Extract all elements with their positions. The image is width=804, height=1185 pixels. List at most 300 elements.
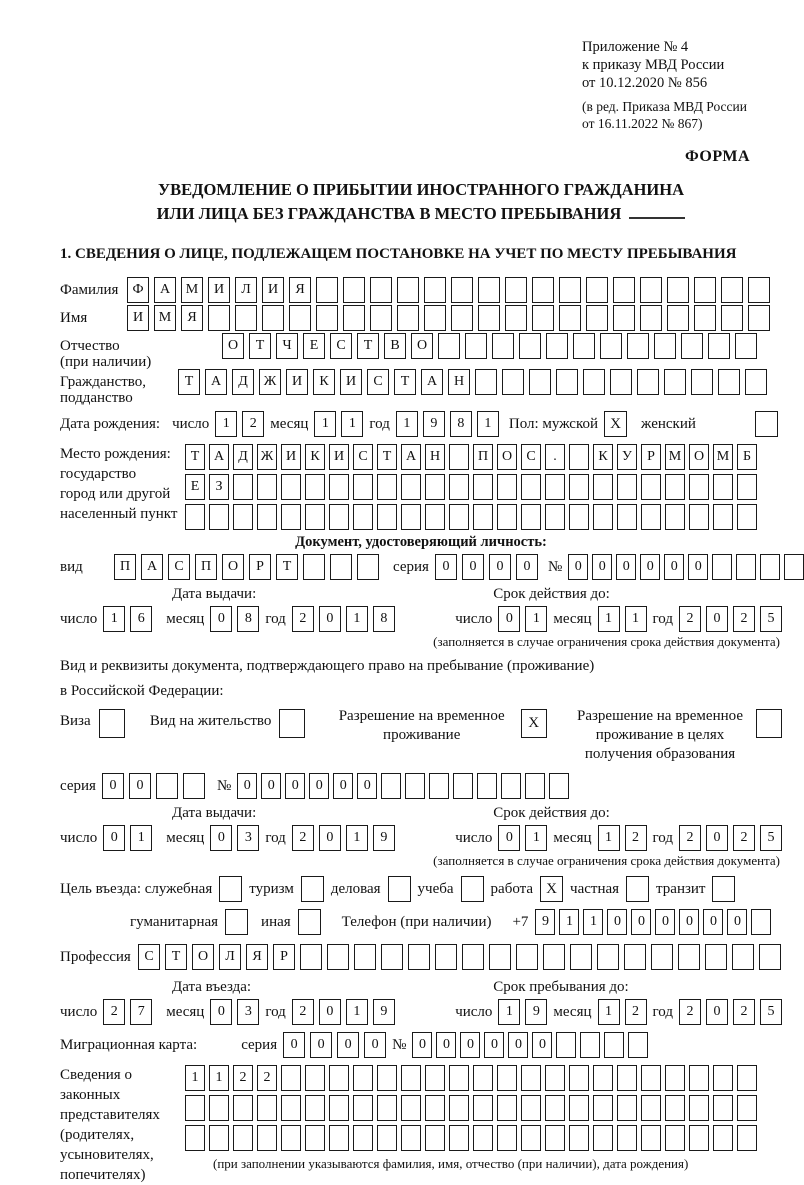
char-cell[interactable]: О	[689, 444, 709, 470]
char-cell[interactable]	[235, 305, 257, 331]
char-cell[interactable]	[569, 504, 589, 530]
citizenship-boxes[interactable]	[178, 369, 767, 395]
char-cell[interactable]	[543, 944, 565, 970]
char-cell[interactable]: 1	[103, 606, 125, 632]
char-cell[interactable]	[559, 277, 581, 303]
char-cell[interactable]	[665, 1095, 685, 1121]
char-cell[interactable]	[303, 554, 325, 580]
char-cell[interactable]: И	[127, 305, 149, 331]
char-cell[interactable]: С	[521, 444, 541, 470]
char-cell[interactable]	[449, 444, 469, 470]
char-cell[interactable]	[497, 1065, 517, 1091]
char-cell[interactable]: Я	[289, 277, 311, 303]
char-cell[interactable]: 2	[679, 999, 701, 1025]
char-cell[interactable]: 5	[760, 825, 782, 851]
char-cell[interactable]: 0	[516, 554, 538, 580]
char-cell[interactable]	[305, 1125, 325, 1151]
identity-expiry-month-cells[interactable]	[598, 606, 647, 632]
char-cell[interactable]: 0	[364, 1032, 386, 1058]
purpose-transit-checkbox[interactable]	[712, 876, 735, 902]
char-cell[interactable]	[425, 474, 445, 500]
char-cell[interactable]	[425, 1095, 445, 1121]
char-cell[interactable]: 0	[237, 773, 257, 799]
char-cell[interactable]: 1	[525, 825, 547, 851]
char-cell[interactable]	[545, 504, 565, 530]
char-cell[interactable]: 1	[346, 999, 368, 1025]
char-cell[interactable]	[465, 333, 487, 359]
char-cell[interactable]	[627, 333, 649, 359]
char-cell[interactable]: Л	[219, 944, 241, 970]
char-cell[interactable]: 2	[733, 606, 755, 632]
char-cell[interactable]: 0	[655, 909, 675, 935]
char-cell[interactable]	[377, 504, 397, 530]
profession-cells[interactable]	[138, 944, 781, 970]
char-cell[interactable]	[473, 474, 493, 500]
char-cell[interactable]	[664, 369, 686, 395]
char-cell[interactable]: Д	[233, 444, 253, 470]
char-cell[interactable]	[745, 369, 767, 395]
char-cell[interactable]	[521, 1065, 541, 1091]
char-cell[interactable]: Т	[165, 944, 187, 970]
char-cell[interactable]	[617, 1065, 637, 1091]
char-cell[interactable]: 0	[283, 1032, 305, 1058]
sex-female-checkbox[interactable]	[755, 411, 778, 437]
char-cell[interactable]: Т	[394, 369, 416, 395]
char-cell[interactable]: Р	[273, 944, 295, 970]
char-cell[interactable]: 1	[598, 606, 620, 632]
char-cell[interactable]: В	[384, 333, 406, 359]
char-cell[interactable]	[613, 277, 635, 303]
char-cell[interactable]	[449, 1125, 469, 1151]
char-cell[interactable]	[489, 944, 511, 970]
stay-doc-number-cells[interactable]	[237, 773, 569, 799]
char-cell[interactable]: Е	[185, 474, 205, 500]
char-cell[interactable]	[316, 305, 338, 331]
char-cell[interactable]: О	[411, 333, 433, 359]
char-cell[interactable]: О	[497, 444, 517, 470]
char-cell[interactable]	[497, 504, 517, 530]
char-cell[interactable]: 0	[498, 825, 520, 851]
char-cell[interactable]: 1	[314, 411, 336, 437]
char-cell[interactable]	[593, 474, 613, 500]
representatives-row-2[interactable]	[185, 1095, 757, 1121]
char-cell[interactable]: 2	[733, 825, 755, 851]
char-cell[interactable]	[473, 1065, 493, 1091]
char-cell[interactable]: 1	[598, 999, 620, 1025]
char-cell[interactable]	[667, 277, 689, 303]
char-cell[interactable]	[353, 1065, 373, 1091]
char-cell[interactable]	[694, 305, 716, 331]
char-cell[interactable]	[377, 474, 397, 500]
char-cell[interactable]	[281, 504, 301, 530]
char-cell[interactable]: Т	[249, 333, 271, 359]
char-cell[interactable]	[519, 333, 541, 359]
temp-residence-checkbox[interactable]: X	[521, 709, 547, 738]
representatives-row-3[interactable]	[185, 1125, 757, 1151]
char-cell[interactable]: А	[401, 444, 421, 470]
char-cell[interactable]: К	[305, 444, 325, 470]
char-cell[interactable]: Ж	[259, 369, 281, 395]
identity-expiry-year-cells[interactable]	[679, 606, 782, 632]
char-cell[interactable]	[424, 305, 446, 331]
char-cell[interactable]	[689, 1065, 709, 1091]
char-cell[interactable]: 2	[679, 825, 701, 851]
char-cell[interactable]: 0	[319, 606, 341, 632]
char-cell[interactable]: 2	[257, 1065, 277, 1091]
char-cell[interactable]: М	[665, 444, 685, 470]
char-cell[interactable]: 7	[130, 999, 152, 1025]
char-cell[interactable]	[281, 1095, 301, 1121]
char-cell[interactable]	[617, 1125, 637, 1151]
char-cell[interactable]: 2	[292, 825, 314, 851]
visa-checkbox[interactable]	[99, 709, 125, 738]
char-cell[interactable]: 0	[102, 773, 124, 799]
char-cell[interactable]	[401, 504, 421, 530]
char-cell[interactable]	[760, 554, 780, 580]
char-cell[interactable]: С	[138, 944, 160, 970]
char-cell[interactable]	[583, 369, 605, 395]
char-cell[interactable]	[329, 474, 349, 500]
char-cell[interactable]	[156, 773, 178, 799]
char-cell[interactable]: 1	[525, 606, 547, 632]
char-cell[interactable]	[497, 1095, 517, 1121]
char-cell[interactable]	[665, 474, 685, 500]
char-cell[interactable]	[473, 1125, 493, 1151]
char-cell[interactable]	[305, 504, 325, 530]
char-cell[interactable]: 0	[607, 909, 627, 935]
char-cell[interactable]	[405, 773, 425, 799]
char-cell[interactable]	[209, 504, 229, 530]
char-cell[interactable]: 0	[484, 1032, 504, 1058]
char-cell[interactable]: 1	[477, 411, 499, 437]
char-cell[interactable]	[305, 1095, 325, 1121]
identity-series-cells[interactable]	[435, 554, 538, 580]
char-cell[interactable]	[478, 277, 500, 303]
char-cell[interactable]	[262, 305, 284, 331]
char-cell[interactable]	[713, 1065, 733, 1091]
char-cell[interactable]: 2	[242, 411, 264, 437]
char-cell[interactable]: 1	[341, 411, 363, 437]
char-cell[interactable]: 1	[498, 999, 520, 1025]
char-cell[interactable]	[641, 1065, 661, 1091]
char-cell[interactable]: И	[286, 369, 308, 395]
char-cell[interactable]	[370, 305, 392, 331]
char-cell[interactable]	[667, 305, 689, 331]
stay-doc-series-cells[interactable]	[102, 773, 205, 799]
char-cell[interactable]	[532, 305, 554, 331]
char-cell[interactable]	[281, 1065, 301, 1091]
char-cell[interactable]: 0	[333, 773, 353, 799]
char-cell[interactable]: А	[154, 277, 176, 303]
char-cell[interactable]	[708, 333, 730, 359]
char-cell[interactable]	[600, 333, 622, 359]
char-cell[interactable]: М	[713, 444, 733, 470]
char-cell[interactable]	[654, 333, 676, 359]
char-cell[interactable]: 0	[319, 825, 341, 851]
char-cell[interactable]	[665, 1065, 685, 1091]
char-cell[interactable]	[651, 944, 673, 970]
char-cell[interactable]: 8	[373, 606, 395, 632]
char-cell[interactable]	[408, 944, 430, 970]
sex-male-checkbox[interactable]: X	[604, 411, 627, 437]
char-cell[interactable]	[556, 1032, 576, 1058]
char-cell[interactable]	[281, 1125, 301, 1151]
char-cell[interactable]: О	[192, 944, 214, 970]
char-cell[interactable]	[735, 333, 757, 359]
char-cell[interactable]	[532, 277, 554, 303]
char-cell[interactable]: З	[209, 474, 229, 500]
char-cell[interactable]: Б	[737, 444, 757, 470]
char-cell[interactable]	[556, 369, 578, 395]
char-cell[interactable]: 0	[435, 554, 457, 580]
migration-series-cells[interactable]	[283, 1032, 386, 1058]
char-cell[interactable]	[435, 944, 457, 970]
char-cell[interactable]: 0	[285, 773, 305, 799]
char-cell[interactable]: А	[141, 554, 163, 580]
char-cell[interactable]	[694, 277, 716, 303]
char-cell[interactable]: 1	[625, 606, 647, 632]
char-cell[interactable]: 0	[532, 1032, 552, 1058]
char-cell[interactable]	[401, 474, 421, 500]
purpose-private-checkbox[interactable]	[626, 876, 649, 902]
char-cell[interactable]	[185, 504, 205, 530]
char-cell[interactable]	[559, 305, 581, 331]
stay-doc-issue-year-cells[interactable]	[292, 825, 395, 851]
char-cell[interactable]: 1	[215, 411, 237, 437]
char-cell[interactable]: П	[473, 444, 493, 470]
char-cell[interactable]	[678, 944, 700, 970]
purpose-humanitarian-checkbox[interactable]	[225, 909, 248, 935]
char-cell[interactable]: И	[208, 277, 230, 303]
char-cell[interactable]	[604, 1032, 624, 1058]
char-cell[interactable]: 2	[625, 999, 647, 1025]
char-cell[interactable]: А	[421, 369, 443, 395]
char-cell[interactable]: 0	[703, 909, 723, 935]
char-cell[interactable]: 0	[337, 1032, 359, 1058]
char-cell[interactable]	[665, 1125, 685, 1151]
char-cell[interactable]: 2	[103, 999, 125, 1025]
stay-doc-expiry-day-cells[interactable]	[498, 825, 547, 851]
stay-doc-issue-month-cells[interactable]	[210, 825, 259, 851]
char-cell[interactable]: С	[353, 444, 373, 470]
char-cell[interactable]	[257, 1125, 277, 1151]
char-cell[interactable]	[641, 1095, 661, 1121]
char-cell[interactable]	[183, 773, 205, 799]
char-cell[interactable]	[689, 1095, 709, 1121]
birth-place-row-2[interactable]	[185, 474, 757, 500]
char-cell[interactable]: Т	[377, 444, 397, 470]
char-cell[interactable]: 2	[233, 1065, 253, 1091]
char-cell[interactable]	[751, 909, 771, 935]
char-cell[interactable]: 0	[706, 999, 728, 1025]
char-cell[interactable]	[424, 277, 446, 303]
char-cell[interactable]: 1	[209, 1065, 229, 1091]
char-cell[interactable]: Н	[425, 444, 445, 470]
char-cell[interactable]	[545, 1095, 565, 1121]
char-cell[interactable]: Т	[276, 554, 298, 580]
char-cell[interactable]: 9	[373, 825, 395, 851]
char-cell[interactable]: 8	[450, 411, 472, 437]
char-cell[interactable]	[689, 504, 709, 530]
char-cell[interactable]	[748, 305, 770, 331]
char-cell[interactable]	[329, 1125, 349, 1151]
surname-boxes[interactable]	[127, 277, 770, 303]
char-cell[interactable]	[497, 1125, 517, 1151]
char-cell[interactable]: К	[593, 444, 613, 470]
stay-doc-issue-day-cells[interactable]	[103, 825, 152, 851]
char-cell[interactable]	[586, 277, 608, 303]
char-cell[interactable]	[305, 1065, 325, 1091]
char-cell[interactable]	[208, 305, 230, 331]
char-cell[interactable]: 0	[631, 909, 651, 935]
char-cell[interactable]: О	[222, 554, 244, 580]
char-cell[interactable]	[641, 474, 661, 500]
char-cell[interactable]	[736, 554, 756, 580]
char-cell[interactable]	[473, 1095, 493, 1121]
char-cell[interactable]	[377, 1125, 397, 1151]
char-cell[interactable]	[381, 944, 403, 970]
char-cell[interactable]	[713, 474, 733, 500]
char-cell[interactable]	[521, 474, 541, 500]
char-cell[interactable]	[401, 1125, 421, 1151]
char-cell[interactable]: 0	[616, 554, 636, 580]
char-cell[interactable]: И	[340, 369, 362, 395]
char-cell[interactable]	[637, 369, 659, 395]
temp-residence-education-checkbox[interactable]	[756, 709, 782, 738]
char-cell[interactable]: Я	[181, 305, 203, 331]
char-cell[interactable]	[691, 369, 713, 395]
char-cell[interactable]	[377, 1095, 397, 1121]
char-cell[interactable]	[257, 504, 277, 530]
char-cell[interactable]: К	[313, 369, 335, 395]
char-cell[interactable]: 9	[535, 909, 555, 935]
char-cell[interactable]	[233, 1095, 253, 1121]
char-cell[interactable]: 1	[185, 1065, 205, 1091]
char-cell[interactable]: Я	[246, 944, 268, 970]
char-cell[interactable]	[354, 944, 376, 970]
char-cell[interactable]	[628, 1032, 648, 1058]
char-cell[interactable]	[549, 773, 569, 799]
char-cell[interactable]	[289, 305, 311, 331]
char-cell[interactable]	[593, 504, 613, 530]
char-cell[interactable]	[641, 504, 661, 530]
char-cell[interactable]	[546, 333, 568, 359]
char-cell[interactable]: 9	[373, 999, 395, 1025]
char-cell[interactable]: 0	[592, 554, 612, 580]
char-cell[interactable]: Ф	[127, 277, 149, 303]
char-cell[interactable]	[300, 944, 322, 970]
char-cell[interactable]: 9	[423, 411, 445, 437]
char-cell[interactable]	[593, 1065, 613, 1091]
char-cell[interactable]	[257, 474, 277, 500]
stay-doc-expiry-month-cells[interactable]	[598, 825, 647, 851]
char-cell[interactable]	[521, 1095, 541, 1121]
char-cell[interactable]: 2	[679, 606, 701, 632]
char-cell[interactable]	[397, 277, 419, 303]
char-cell[interactable]	[353, 1095, 373, 1121]
purpose-work-checkbox[interactable]: X	[540, 876, 563, 902]
char-cell[interactable]: 0	[210, 999, 232, 1025]
char-cell[interactable]: И	[281, 444, 301, 470]
identity-number-cells[interactable]	[568, 554, 804, 580]
char-cell[interactable]: 0	[706, 606, 728, 632]
char-cell[interactable]	[185, 1095, 205, 1121]
char-cell[interactable]	[569, 1065, 589, 1091]
char-cell[interactable]: 0	[103, 825, 125, 851]
char-cell[interactable]: 0	[706, 825, 728, 851]
char-cell[interactable]	[737, 1125, 757, 1151]
char-cell[interactable]: 3	[237, 825, 259, 851]
char-cell[interactable]	[737, 1065, 757, 1091]
char-cell[interactable]	[681, 333, 703, 359]
char-cell[interactable]: С	[168, 554, 190, 580]
birth-year-cells[interactable]	[396, 411, 499, 437]
purpose-tourism-checkbox[interactable]	[301, 876, 324, 902]
char-cell[interactable]	[330, 554, 352, 580]
char-cell[interactable]	[545, 1125, 565, 1151]
representatives-row-1[interactable]	[185, 1065, 757, 1091]
char-cell[interactable]	[569, 474, 589, 500]
char-cell[interactable]	[357, 554, 379, 580]
char-cell[interactable]	[573, 333, 595, 359]
identity-issue-month-cells[interactable]	[210, 606, 259, 632]
char-cell[interactable]	[209, 1095, 229, 1121]
char-cell[interactable]	[425, 504, 445, 530]
char-cell[interactable]: 1	[396, 411, 418, 437]
char-cell[interactable]: 1	[559, 909, 579, 935]
char-cell[interactable]	[233, 474, 253, 500]
char-cell[interactable]	[610, 369, 632, 395]
char-cell[interactable]	[475, 369, 497, 395]
char-cell[interactable]	[473, 504, 493, 530]
char-cell[interactable]: М	[181, 277, 203, 303]
char-cell[interactable]: .	[545, 444, 565, 470]
purpose-study-checkbox[interactable]	[461, 876, 484, 902]
char-cell[interactable]: И	[329, 444, 349, 470]
char-cell[interactable]: Д	[232, 369, 254, 395]
char-cell[interactable]: 0	[460, 1032, 480, 1058]
char-cell[interactable]: 2	[292, 606, 314, 632]
char-cell[interactable]	[593, 1125, 613, 1151]
char-cell[interactable]	[353, 504, 373, 530]
char-cell[interactable]	[570, 944, 592, 970]
char-cell[interactable]	[353, 1125, 373, 1151]
identity-expiry-day-cells[interactable]	[498, 606, 547, 632]
char-cell[interactable]: 0	[664, 554, 684, 580]
char-cell[interactable]	[784, 554, 804, 580]
char-cell[interactable]	[713, 504, 733, 530]
char-cell[interactable]: 0	[310, 1032, 332, 1058]
char-cell[interactable]	[640, 277, 662, 303]
char-cell[interactable]	[477, 773, 497, 799]
char-cell[interactable]	[569, 1095, 589, 1121]
char-cell[interactable]: 1	[130, 825, 152, 851]
char-cell[interactable]	[501, 773, 521, 799]
char-cell[interactable]	[712, 554, 732, 580]
entry-month-cells[interactable]	[210, 999, 259, 1025]
char-cell[interactable]: Р	[249, 554, 271, 580]
patronymic-boxes[interactable]	[222, 333, 757, 359]
char-cell[interactable]	[281, 474, 301, 500]
char-cell[interactable]: С	[367, 369, 389, 395]
char-cell[interactable]	[425, 1125, 445, 1151]
char-cell[interactable]	[593, 1095, 613, 1121]
char-cell[interactable]: 0	[261, 773, 281, 799]
purpose-official-checkbox[interactable]	[219, 876, 242, 902]
migration-number-cells[interactable]	[412, 1032, 648, 1058]
char-cell[interactable]	[401, 1095, 421, 1121]
char-cell[interactable]	[381, 773, 401, 799]
